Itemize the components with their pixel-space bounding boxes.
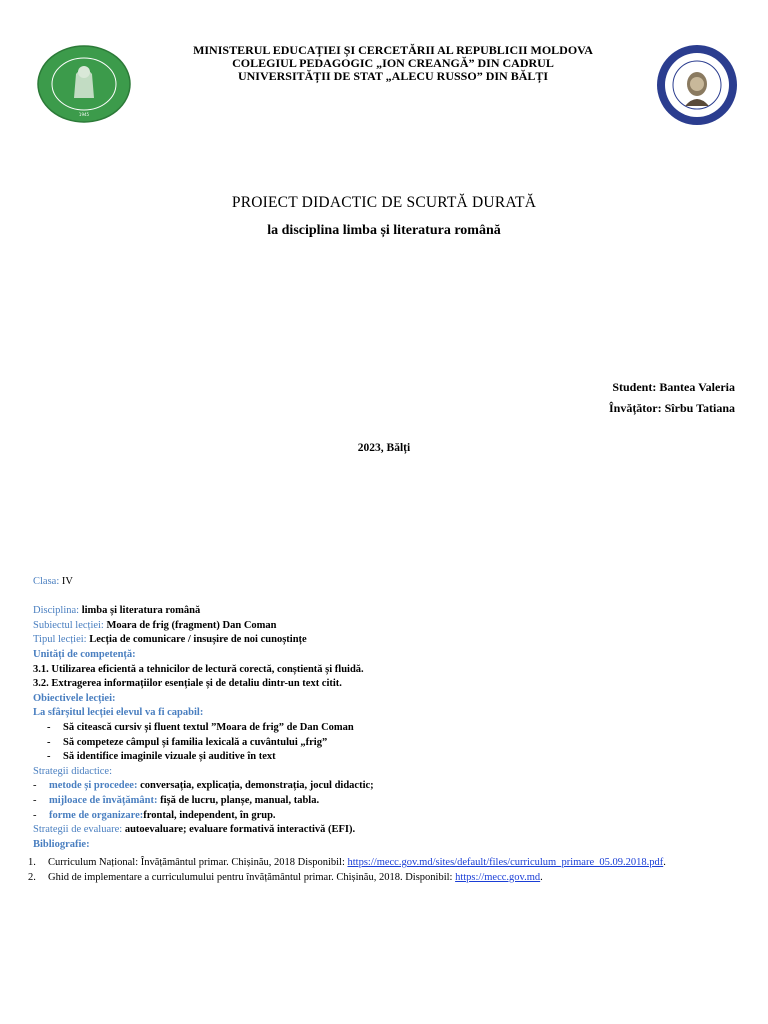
class-value: IV	[61, 576, 73, 587]
subject-value: Moara de frig (fragment) Dan Coman	[103, 619, 277, 631]
subject-label: Subiectul lecției:	[33, 619, 104, 631]
student-name: Student: Bantea Valeria	[612, 380, 735, 394]
competence-item: 3.2. Extragerea informațiilor esențiale și de detaliu dintr-un text citit.	[33, 678, 342, 690]
objective-item: - Să citească cursiv și fluent textul ”Moara de frig” de Dan Coman	[47, 721, 354, 733]
objective-item: - Să identifice imaginile vizuale și auditive în text	[47, 751, 276, 763]
class-line	[33, 575, 733, 590]
objectives-intro: La sfârșitul lecției elevul va fi capabil:	[33, 707, 204, 719]
type-line	[33, 633, 733, 648]
header-line-3: UNIVERSITĂȚII DE STAT „ALECU RUSSO” DIN BĂLȚI	[237, 69, 549, 83]
objectives-heading: Obiectivele lecției:	[33, 692, 116, 704]
lesson-details	[33, 575, 733, 852]
strategy-item: - mijloace de învățământ: fișă de lucru, planșe, manual, tabla.	[33, 794, 320, 806]
header-line-1: MINISTERUL EDUCAȚIEI ȘI CERCETĂRII AL REPUBLICII MOLDOVA	[193, 43, 593, 57]
objective-item: - Să competeze câmpul și familia lexicală a cuvântului „frig”	[47, 736, 328, 748]
reference-item: 2. Ghid de implementare a curriculumului pentru învățământul primar. Chișinău, 2018. Disponibil: https://mecc.gov.md.	[28, 871, 543, 883]
reference-link[interactable]: https://mecc.gov.md	[455, 871, 541, 883]
discipline-label: Disciplina:	[33, 605, 80, 617]
ministry-header	[170, 44, 616, 83]
year-city: 2023, Bălți	[357, 442, 411, 454]
reference-item: 1. Curriculum Național: Învățământul primar. Chișinău, 2018 Disponibil: https://mecc.gov.md/sites/default/files/curriculum_primare_05.09.2018.pdf.	[28, 857, 666, 868]
document-subtitle: la disciplina limba și literatura română	[267, 223, 501, 238]
class-label: Clasa:	[33, 576, 60, 587]
discipline-value: limba și literatura română	[79, 605, 201, 617]
college-logo-left	[36, 44, 132, 124]
reference-link[interactable]: https://mecc.gov.md/sites/default/files/curriculum_primare_05.09.2018.pdf	[347, 857, 664, 868]
competence-item: 3.1. Utilizarea eficientă a tehnicilor de lectură corectă, conștientă și fluidă.	[33, 663, 364, 675]
teacher-name: Învățător: Sîrbu Tatiana	[608, 401, 735, 415]
references-list	[28, 856, 748, 885]
discipline-line	[33, 604, 733, 619]
type-label: Tipul lecției:	[33, 634, 87, 646]
svg-text:1945: 1945	[78, 112, 90, 117]
header-line-2: COLEGIUL PEDAGOGIC „ION CREANGĂ” DIN CADRUL	[232, 56, 554, 70]
university-logo-right	[656, 44, 738, 126]
strategy-item: - forme de organizare:frontal, independent, în grup.	[33, 809, 276, 821]
bibliography-heading: Bibliografie:	[33, 838, 90, 850]
type-value: Lecția de comunicare / insușire de noi cunoștințe	[86, 634, 307, 646]
competence-heading: Unități de competență:	[33, 648, 136, 660]
strategy-item: - metode și procedee: conversația, explicația, demonstrația, jocul didactic;	[33, 780, 374, 792]
evaluation-line: Strategii de evaluare: autoevaluare; evaluare formativă interactivă (EFI).	[33, 824, 356, 836]
strategies-heading: Strategii didactice:	[33, 765, 113, 777]
subject-line	[33, 619, 733, 634]
document-title: PROIECT DIDACTIC DE SCURTĂ DURATĂ	[231, 194, 537, 211]
